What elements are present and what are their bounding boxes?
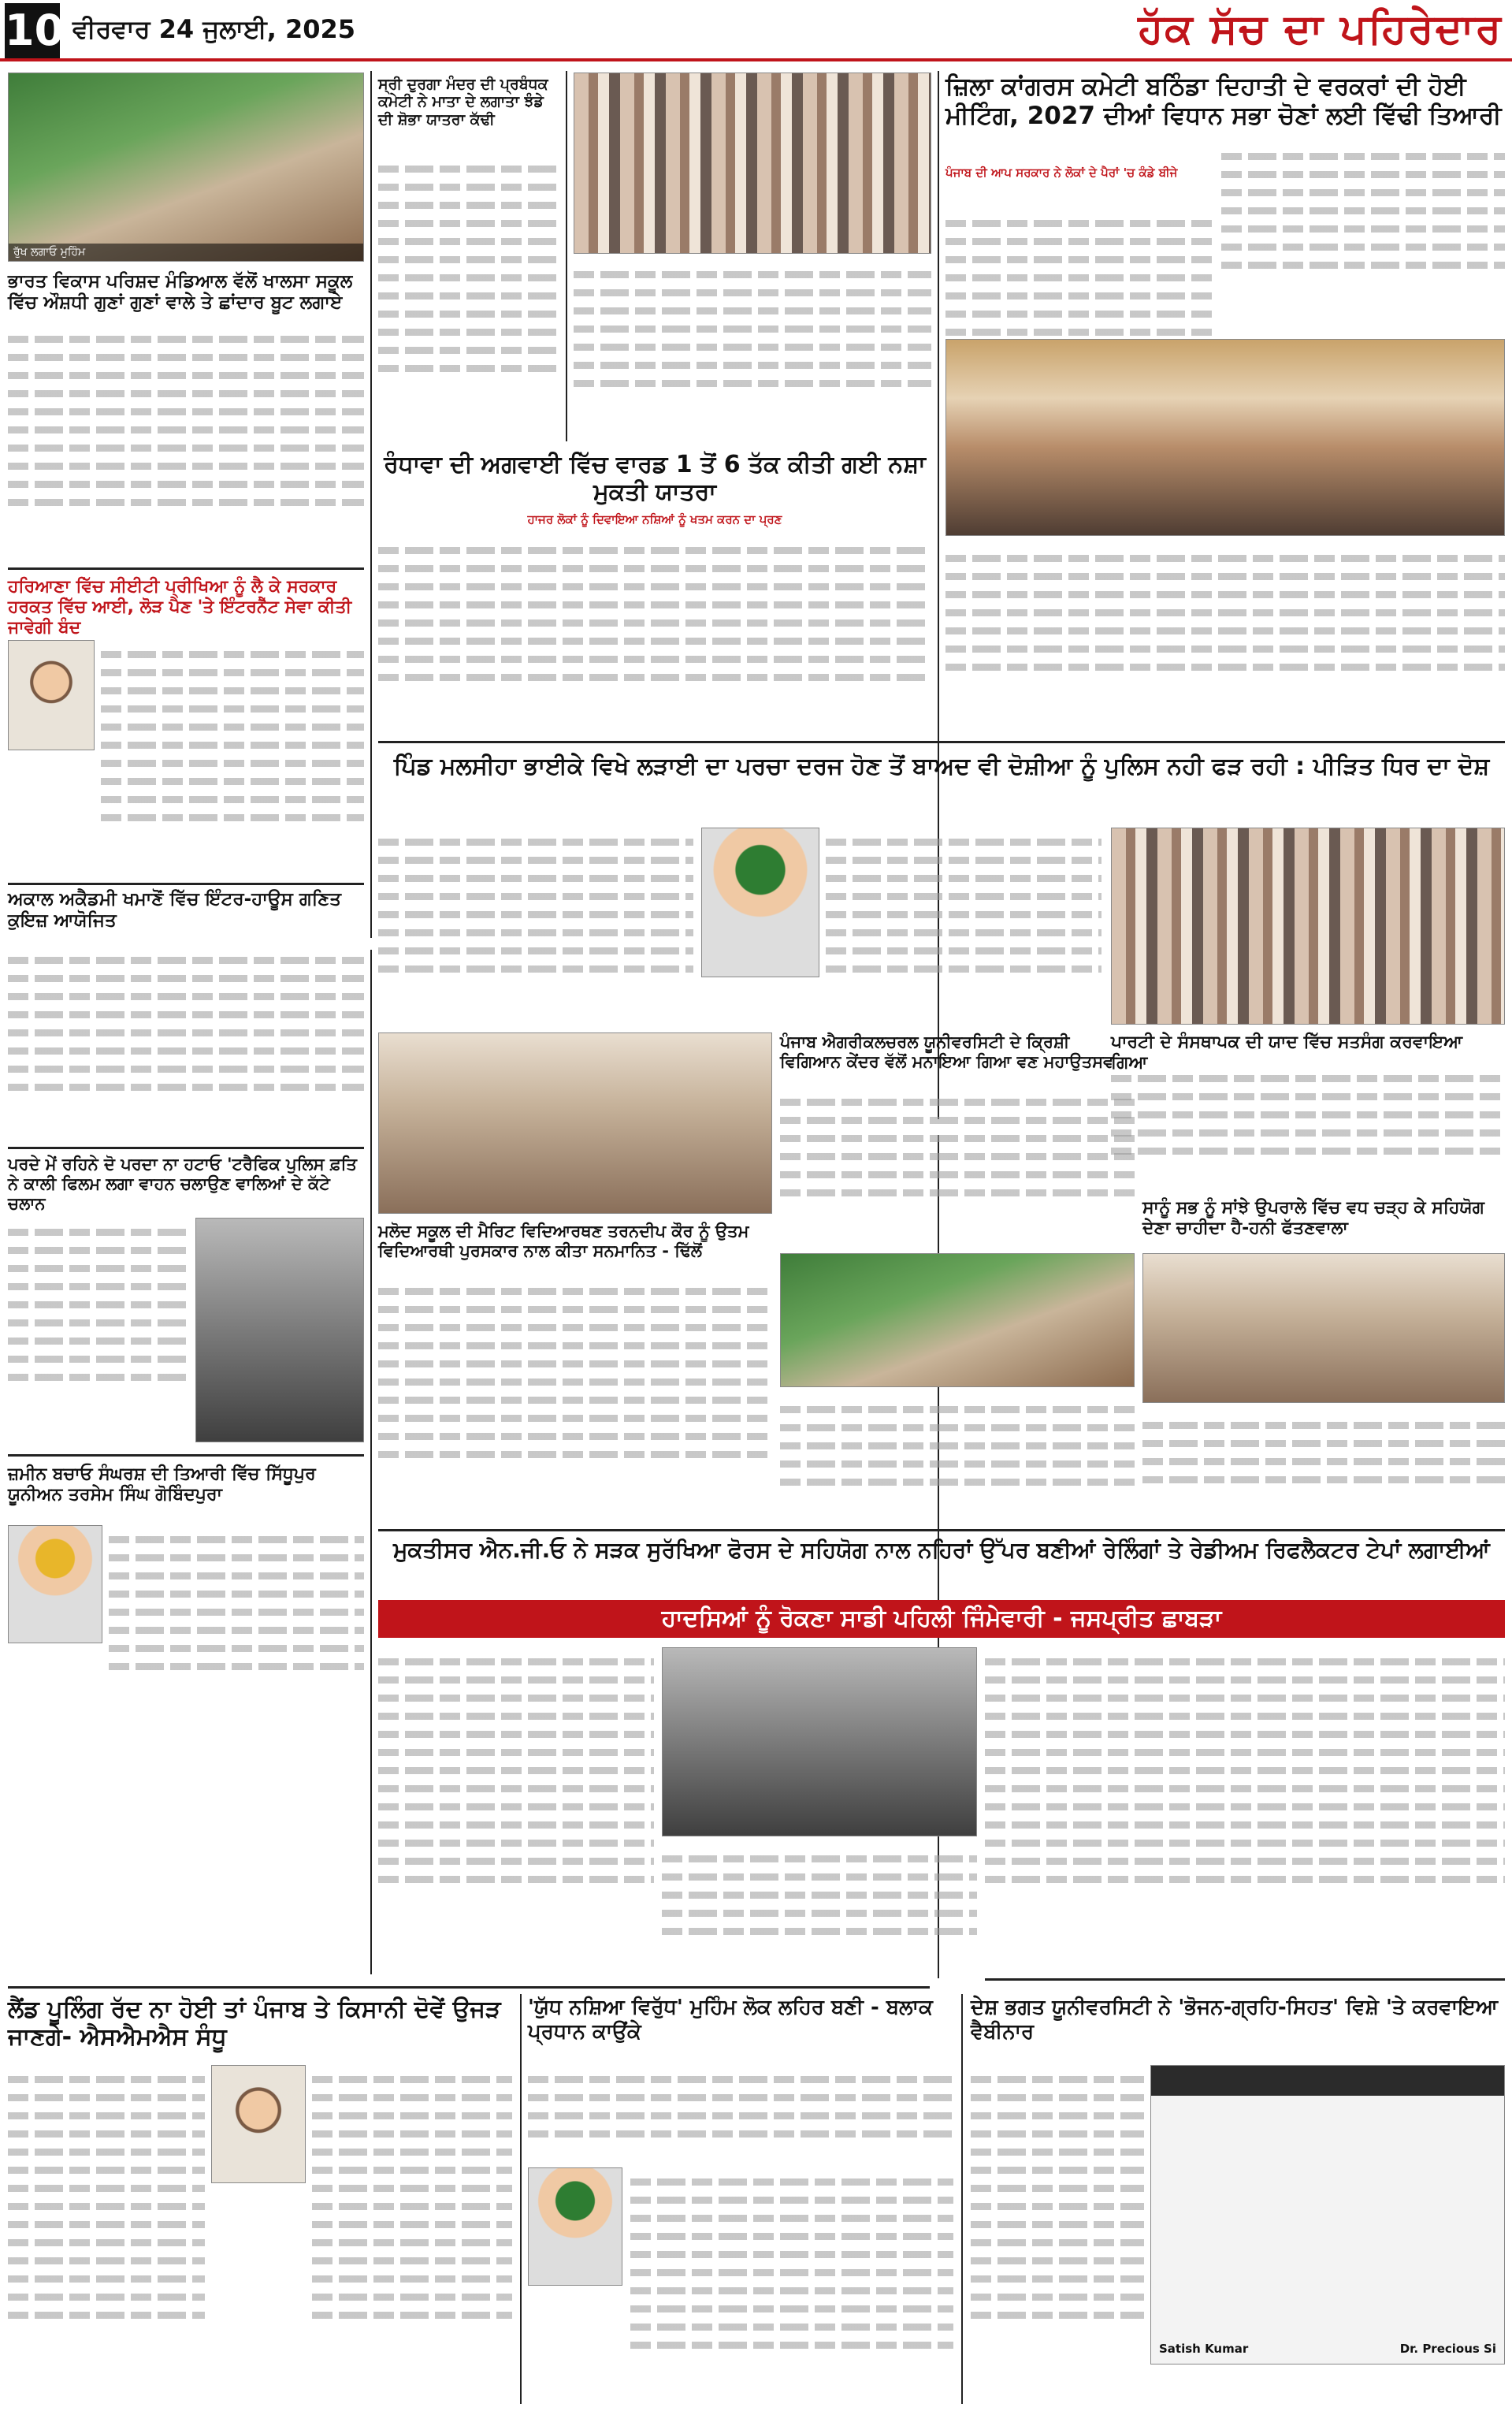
randhawa-yatra-body-top [574, 260, 931, 441]
reflector-tape-photo [662, 1647, 977, 1836]
victim-photo [701, 828, 819, 977]
webinar-screen-photo [1150, 2065, 1505, 2364]
newspaper-brand: ਹੱਕ ਸੱਚ ਦਾ ਪਹਿਰੇਦਾਰ [1138, 5, 1503, 53]
column-divider [961, 1994, 963, 2404]
participant-name: Satish Kumar [1159, 2342, 1249, 2356]
pau-tree-body [780, 1088, 1135, 1245]
congress-bathinda-subhead: ਪੰਜਾਬ ਦੀ ਆਪ ਸਰਕਾਰ ਨੇ ਲੋਕਾਂ ਦੇ ਪੈਰਾਂ 'ਚ ਕੰਡੇ ਬੀਜੇ [945, 166, 1178, 180]
story-divider [8, 1986, 930, 1989]
honey-fatanwala-headline: ਸਾਨੂੰ ਸਭ ਨੂੰ ਸਾਂਝੇ ਉਪਰਾਲੇ ਵਿੱਚ ਵਧ ਚੜ੍ਹ ਕੇ ਸਹਿਯੋਗ ਦੇਣਾ ਚਾਹੀਦਾ ਹੈ-ਹਨੀ ਫੱਤਣਵਾਲਾ [1142, 1198, 1484, 1238]
bvp-school-headline: ਭਾਰਤ ਵਿਕਾਸ ਪਰਿਸ਼ਦ ਮੰਡਿਆਲ ਵੱਲੋਂ ਖਾਲਸਾ ਸਕੂਲ ਵਿੱਚ ਔਸ਼ਧੀ ਗੁਣਾਂ ਗੁਣਾਂ ਵਾਲੇ ਤੇ ਛਾਂਦਾਰ ਬੂਟ ਲਗਾਏ [8, 271, 353, 314]
congress-bathinda-body-2 [1221, 142, 1505, 331]
tarantaran-school-body [378, 1277, 772, 1521]
pau-tree-body-2 [780, 1395, 1135, 1521]
block-president-photo [528, 2167, 622, 2286]
haryana-internet-body [101, 640, 364, 876]
desh-bhagat-body [971, 2065, 1144, 2404]
durga-mandir-headline: ਸ੍ਰੀ ਦੁਰਗਾ ਮੰਦਰ ਦੀ ਪ੍ਰਬੰਧਕ ਕਮੇਟੀ ਨੇ ਮਾਤਾ ਦੇ ਲਗਾਤਾ ਝੰਡੇ ਦੀ ਸ਼ੋਭਾ ਯਾਤਰਾ ਕੱਢੀ [378, 76, 548, 128]
school-award-photo [378, 1032, 772, 1214]
akal-academy-headline: ਅਕਾਲ ਅਕੈਡਮੀ ਖਮਾਣੋਂ ਵਿੱਚ ਇੰਟਰ-ਹਾਊਸ ਗਣਿਤ ਕੁਇਜ਼ ਆਯੋਜਿਤ [8, 889, 341, 932]
sidhupur-union-headline: ਜ਼ਮੀਨ ਬਚਾਓ ਸੰਘਰਸ਼ ਦੀ ਤਿਆਰੀ ਵਿੱਚ ਸਿੱਧੂਪੁਰ ਯੂਨੀਅਨ ਤਰਸੇਮ ਸਿੰਘ ਗੋਬਿੰਦਪੁਰਾ [8, 1464, 316, 1505]
nasha-yatra-photo [574, 73, 931, 254]
issue-date: ਵੀਰਵਾਰ 24 ਜੁਲਾਈ, 2025 [72, 14, 356, 44]
story-divider [8, 1147, 364, 1149]
black-film-body [8, 1218, 189, 1442]
pau-tree-photo [780, 1253, 1135, 1387]
column-divider [370, 71, 372, 938]
satsang-photo [1111, 828, 1505, 1025]
ngo-reflector-body-3 [985, 1647, 1505, 1970]
satsang-headline: ਪਾਰਟੀ ਦੇ ਸੰਸਥਾਪਕ ਦੀ ਯਾਦ ਵਿੱਚ ਸਤਸੰਗ ਕਰਵਾਇਆ ਗਿਆ [1111, 1032, 1463, 1073]
sidhupur-union-body [109, 1525, 364, 1734]
randhawa-yatra-body [378, 536, 931, 733]
malsihan-body-right [826, 828, 1101, 1025]
tarantaran-school-headline: ਮਲੋਦ ਸਕੂਲ ਦੀ ਮੈਰਿਟ ਵਿਦਿਆਰਥਣ ਤਰਨਦੀਪ ਕੌਰ ਨੂੰ ਉਤਮ ਵਿਦਿਆਰਥੀ ਪੁਰਸਕਾਰ ਨਾਲ ਕੀਤਾ ਸਨਮਾਨਿਤ - ਢਿੱਲੋਂ [378, 1222, 749, 1260]
yudh-nashian-body [528, 2065, 953, 2160]
ngo-reflector-banner: ਹਾਦਸਿਆਂ ਨੂੰ ਰੋਕਣਾ ਸਾਡੀ ਪਹਿਲੀ ਜਿੰਮੇਵਾਰੀ - ਜਸਪ੍ਰੀਤ ਛਾਬੜਾ [378, 1600, 1505, 1638]
desh-bhagat-headline: ਦੇਸ਼ ਭਗਤ ਯੂਨੀਵਰਸਿਟੀ ਨੇ 'ਭੋਜਨ-ਗ੍ਰਹਿ-ਸਿਹਤ' ਵਿਸ਼ੇ 'ਤੇ ਕਰਵਾਇਆ ਵੈਬੀਨਾਰ [971, 1996, 1499, 2044]
yudh-nashian-body-2 [630, 2167, 953, 2404]
haryana-official-photo [8, 640, 95, 750]
ngo-reflector-body-1 [378, 1647, 654, 1970]
story-divider [378, 1529, 1505, 1531]
land-pooling-body-1 [8, 2065, 205, 2404]
land-pooling-headline: ਲੈਂਡ ਪੂਲਿੰਗ ਰੱਦ ਨਾ ਹੋਈ ਤਾਂ ਪੰਜਾਬ ਤੇ ਕਿਸਾਨੀ ਦੋਵੇਂ ਉਜੜ ਜਾਣਗੇ- ਐਸਐਮਐਸ ਸੰਧੂ [8, 1996, 501, 2052]
tree-plantation-photo [8, 73, 364, 262]
pau-tree-headline: ਪੰਜਾਬ ਐਗਰੀਕਲਚਰਲ ਯੂਨੀਵਰਸਿਟੀ ਦੇ ਕ੍ਰਿਸ਼ੀ ਵਿਗਿਆਨ ਕੇਂਦਰ ਵੱਲੋਂ ਮਨਾਇਆ ਗਿਆ ਵਣ ਮਹਾਉਤਸਵ [780, 1032, 1114, 1071]
ngo-reflector-headline: ਮੁਕਤੀਸਰ ਐਨ.ਜੀ.ਓ ਨੇ ਸੜਕ ਸੁਰੱਖਿਆ ਫੋਰਸ ਦੇ ਸਹਿਯੋਗ ਨਾਲ ਨਹਿਰਾਂ ਉੱਪਰ ਬਣੀਆਂ ਰੇਲਿੰਗਾਂ ਤੇ ਰੇਡੀਅਮ ਰਿਫਲੈਕਟਰ ਟੇਪਾਂ ਲਗਾਈਆਂ [393, 1537, 1490, 1563]
durga-mandir-body [378, 154, 559, 438]
page-number: 10 [5, 3, 60, 58]
story-divider [985, 1978, 1505, 1981]
column-divider [520, 1994, 522, 2404]
congress-bathinda-headline: ਜ਼ਿਲਾ ਕਾਂਗਰਸ ਕਮੇਟੀ ਬਠਿੰਡਾ ਦਿਹਾਤੀ ਦੇ ਵਰਕਰਾਂ ਦੀ ਹੋਈ ਮੀਟਿੰਗ, 2027 ਦੀਆਂ ਵਿਧਾਨ ਸਭਾ ਚੋਣਾਂ ਲਈ ਵਿੱਢੀ ਤਿਆਰੀ [945, 73, 1502, 130]
yudh-nashian-headline: 'ਯੁੱਧ ਨਸ਼ਿਆ ਵਿਰੁੱਧ' ਮੁਹਿੰਮ ਲੋਕ ਲਹਿਰ ਬਣੀ - ਬਲਾਕ ਪ੍ਰਧਾਨ ਕਾਉਂਕੇ [528, 1996, 933, 2044]
story-divider [378, 741, 1505, 743]
union-leader-photo [8, 1525, 102, 1643]
congress-bathinda-body-3 [945, 544, 1505, 733]
honey-fatanwala-photo [1142, 1253, 1505, 1403]
traffic-police-photo [195, 1218, 364, 1442]
haryana-internet-headline: ਹਰਿਆਣਾ ਵਿੱਚ ਸੀਈਟੀ ਪ੍ਰੀਖਿਆ ਨੂੰ ਲੈ ਕੇ ਸਰਕਾਰ ਹਰਕਤ ਵਿੱਚ ਆਈ, ਲੋੜ ਪੈਣ 'ਤੇ ਇੰਟਰਨੈੱਟ ਸੇਵਾ ਕੀਤੀ ਜਾਵੇਗੀ ਬੰਦ [8, 577, 352, 638]
column-divider [370, 950, 372, 1974]
sandhu-photo [211, 2065, 306, 2183]
akal-academy-body [8, 946, 364, 1143]
bvp-school-body [8, 325, 364, 561]
ngo-reflector-body-2 [662, 1844, 977, 1970]
participant-name: Dr. Precious Si [1399, 2342, 1496, 2356]
black-film-headline: ਪਰਦੇ ਮੇਂ ਰਹਿਨੇ ਦੋ ਪਰਦਾ ਨਾ ਹਟਾਓ 'ਟਰੈਫਿਕ ਪੁਲਿਸ ਫ਼ਤਿ ਨੇ ਕਾਲੀ ਫਿਲਮ ਲਗਾ ਵਾਹਨ ਚਲਾਉਣ ਵਾਲਿਆਂ ਦੇ ਕੱਟੇ ਚਲਾਨ [8, 1155, 357, 1213]
malsihan-body-left [378, 828, 693, 1025]
malsihan-headline: ਪਿੰਡ ਮਲਸੀਹਾ ਭਾਈਕੇ ਵਿਖੇ ਲੜਾਈ ਦਾ ਪਰਚਾ ਦਰਜ ਹੋਣ ਤੋਂ ਬਾਅਦ ਵੀ ਦੋਸ਼ੀਆ ਨੂੰ ਪੁਲਿਸ ਨਹੀ ਫੜ ਰਹੀ : ਪੀੜਿਤ ਧਿਰ ਦਾ ਦੋਸ਼ [393, 753, 1490, 780]
honey-fatanwala-body [1142, 1411, 1505, 1521]
randhawa-yatra-subhead: ਹਾਜਰ ਲੋਕਾਂ ਨੂੰ ਦਿਵਾਇਆ ਨਸ਼ਿਆਂ ਨੂੰ ਖਤਮ ਕਰਨ ਦਾ ਪ੍ਰਣ [527, 512, 782, 526]
land-pooling-body-2 [312, 2065, 512, 2404]
masthead [0, 0, 1512, 61]
photo-banner: ਰੁੱਖ ਲਗਾਓ ਮੁਹਿੰਮ [9, 244, 363, 261]
story-divider [8, 1454, 364, 1457]
story-divider [8, 567, 364, 570]
story-divider [8, 883, 364, 885]
column-divider [566, 71, 567, 441]
congress-meeting-photo [945, 339, 1505, 536]
randhawa-yatra-headline: ਰੰਧਾਵਾ ਦੀ ਅਗਵਾਈ ਵਿੱਚ ਵਾਰਡ 1 ਤੋਂ 6 ਤੱਕ ਕੀਤੀ ਗਈ ਨਸ਼ਾ ਮੁਕਤੀ ਯਾਤਰਾ [384, 451, 926, 507]
satsang-body [1111, 1064, 1505, 1190]
